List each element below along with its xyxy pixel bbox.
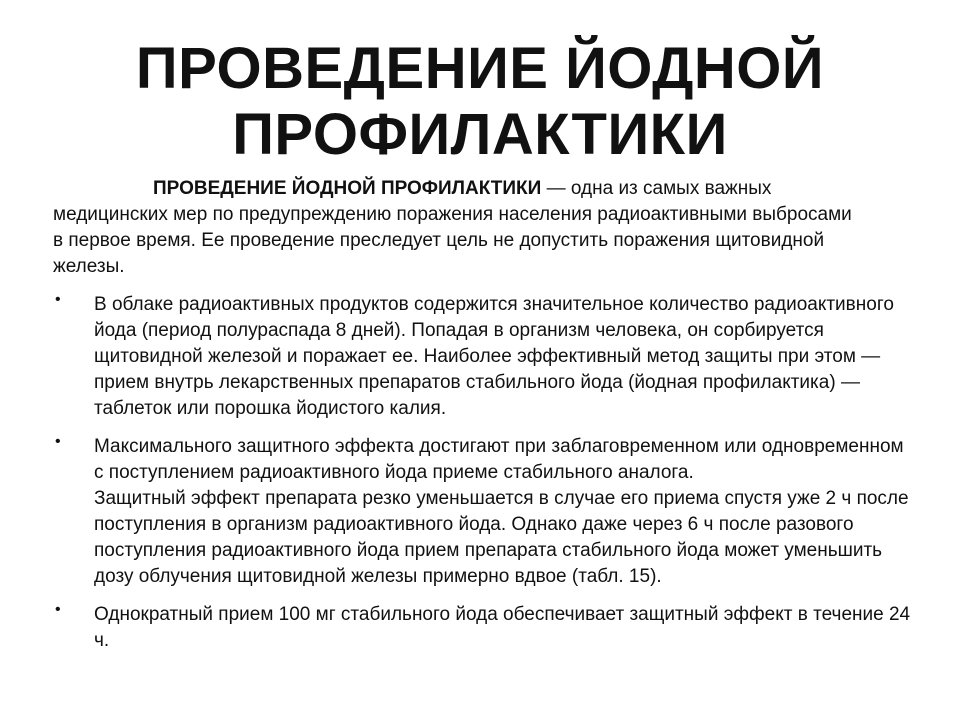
bullet-item-1: [53, 292, 913, 422]
page-title: [0, 36, 960, 168]
bullet-text: Максимального защитного эффекта достигают при заблаговременном или одновременном с поступлением радиоактивного йода приеме стабильного аналога.: [94, 436, 904, 483]
bullet-list: [53, 292, 913, 666]
bullet-item-2: [53, 434, 913, 590]
bullet-item-3: [53, 602, 913, 654]
title-line-2: ПРОФИЛАКТИКИ: [232, 102, 728, 167]
bullet-marker-icon: •: [55, 601, 61, 618]
intro-paragraph: [53, 176, 853, 280]
intro-text: — одна из самых важных медицинских мер по предупреждению поражения населения радиоактивными выбросами в первое время. Ее проведение преследует цель не допустить поражения щитовидной железы.: [53, 178, 852, 277]
bullet-marker-icon: •: [55, 433, 61, 450]
bullet-text-continued: Защитный эффект препарата резко уменьшается в случае его приема спустя уже 2 ч после поступления в организм радиоактивного йода. Однако даже через 6 ч после разового поступления радиоактивного йода прием препарата стабильного йода может уменьшить дозу облучения щитовидной железы примерно вдвое (табл. 15).: [94, 488, 909, 587]
bullet-text: Однократный прием 100 мг стабильного йода обеспечивает защитный эффект в течение 24 ч.: [94, 604, 911, 651]
bullet-marker-icon: •: [55, 291, 61, 308]
bullet-text: В облаке радиоактивных продуктов содержится значительное количество радиоактивного йода (период полураспада 8 дней). Попадая в организм человека, он сорбируется щитовидной железой и поражает ее. Наиболее эффективный метод защиты при этом — прием внутрь лекарственных препаратов стабильного йода (йодная профилактика) — таблеток или порошка йодистого калия.: [94, 294, 894, 419]
title-line-1: ПРОВЕДЕНИЕ ЙОДНОЙ: [135, 36, 825, 101]
intro-lead: ПРОВЕДЕНИЕ ЙОДНОЙ ПРОФИЛАКТИКИ: [153, 178, 542, 199]
